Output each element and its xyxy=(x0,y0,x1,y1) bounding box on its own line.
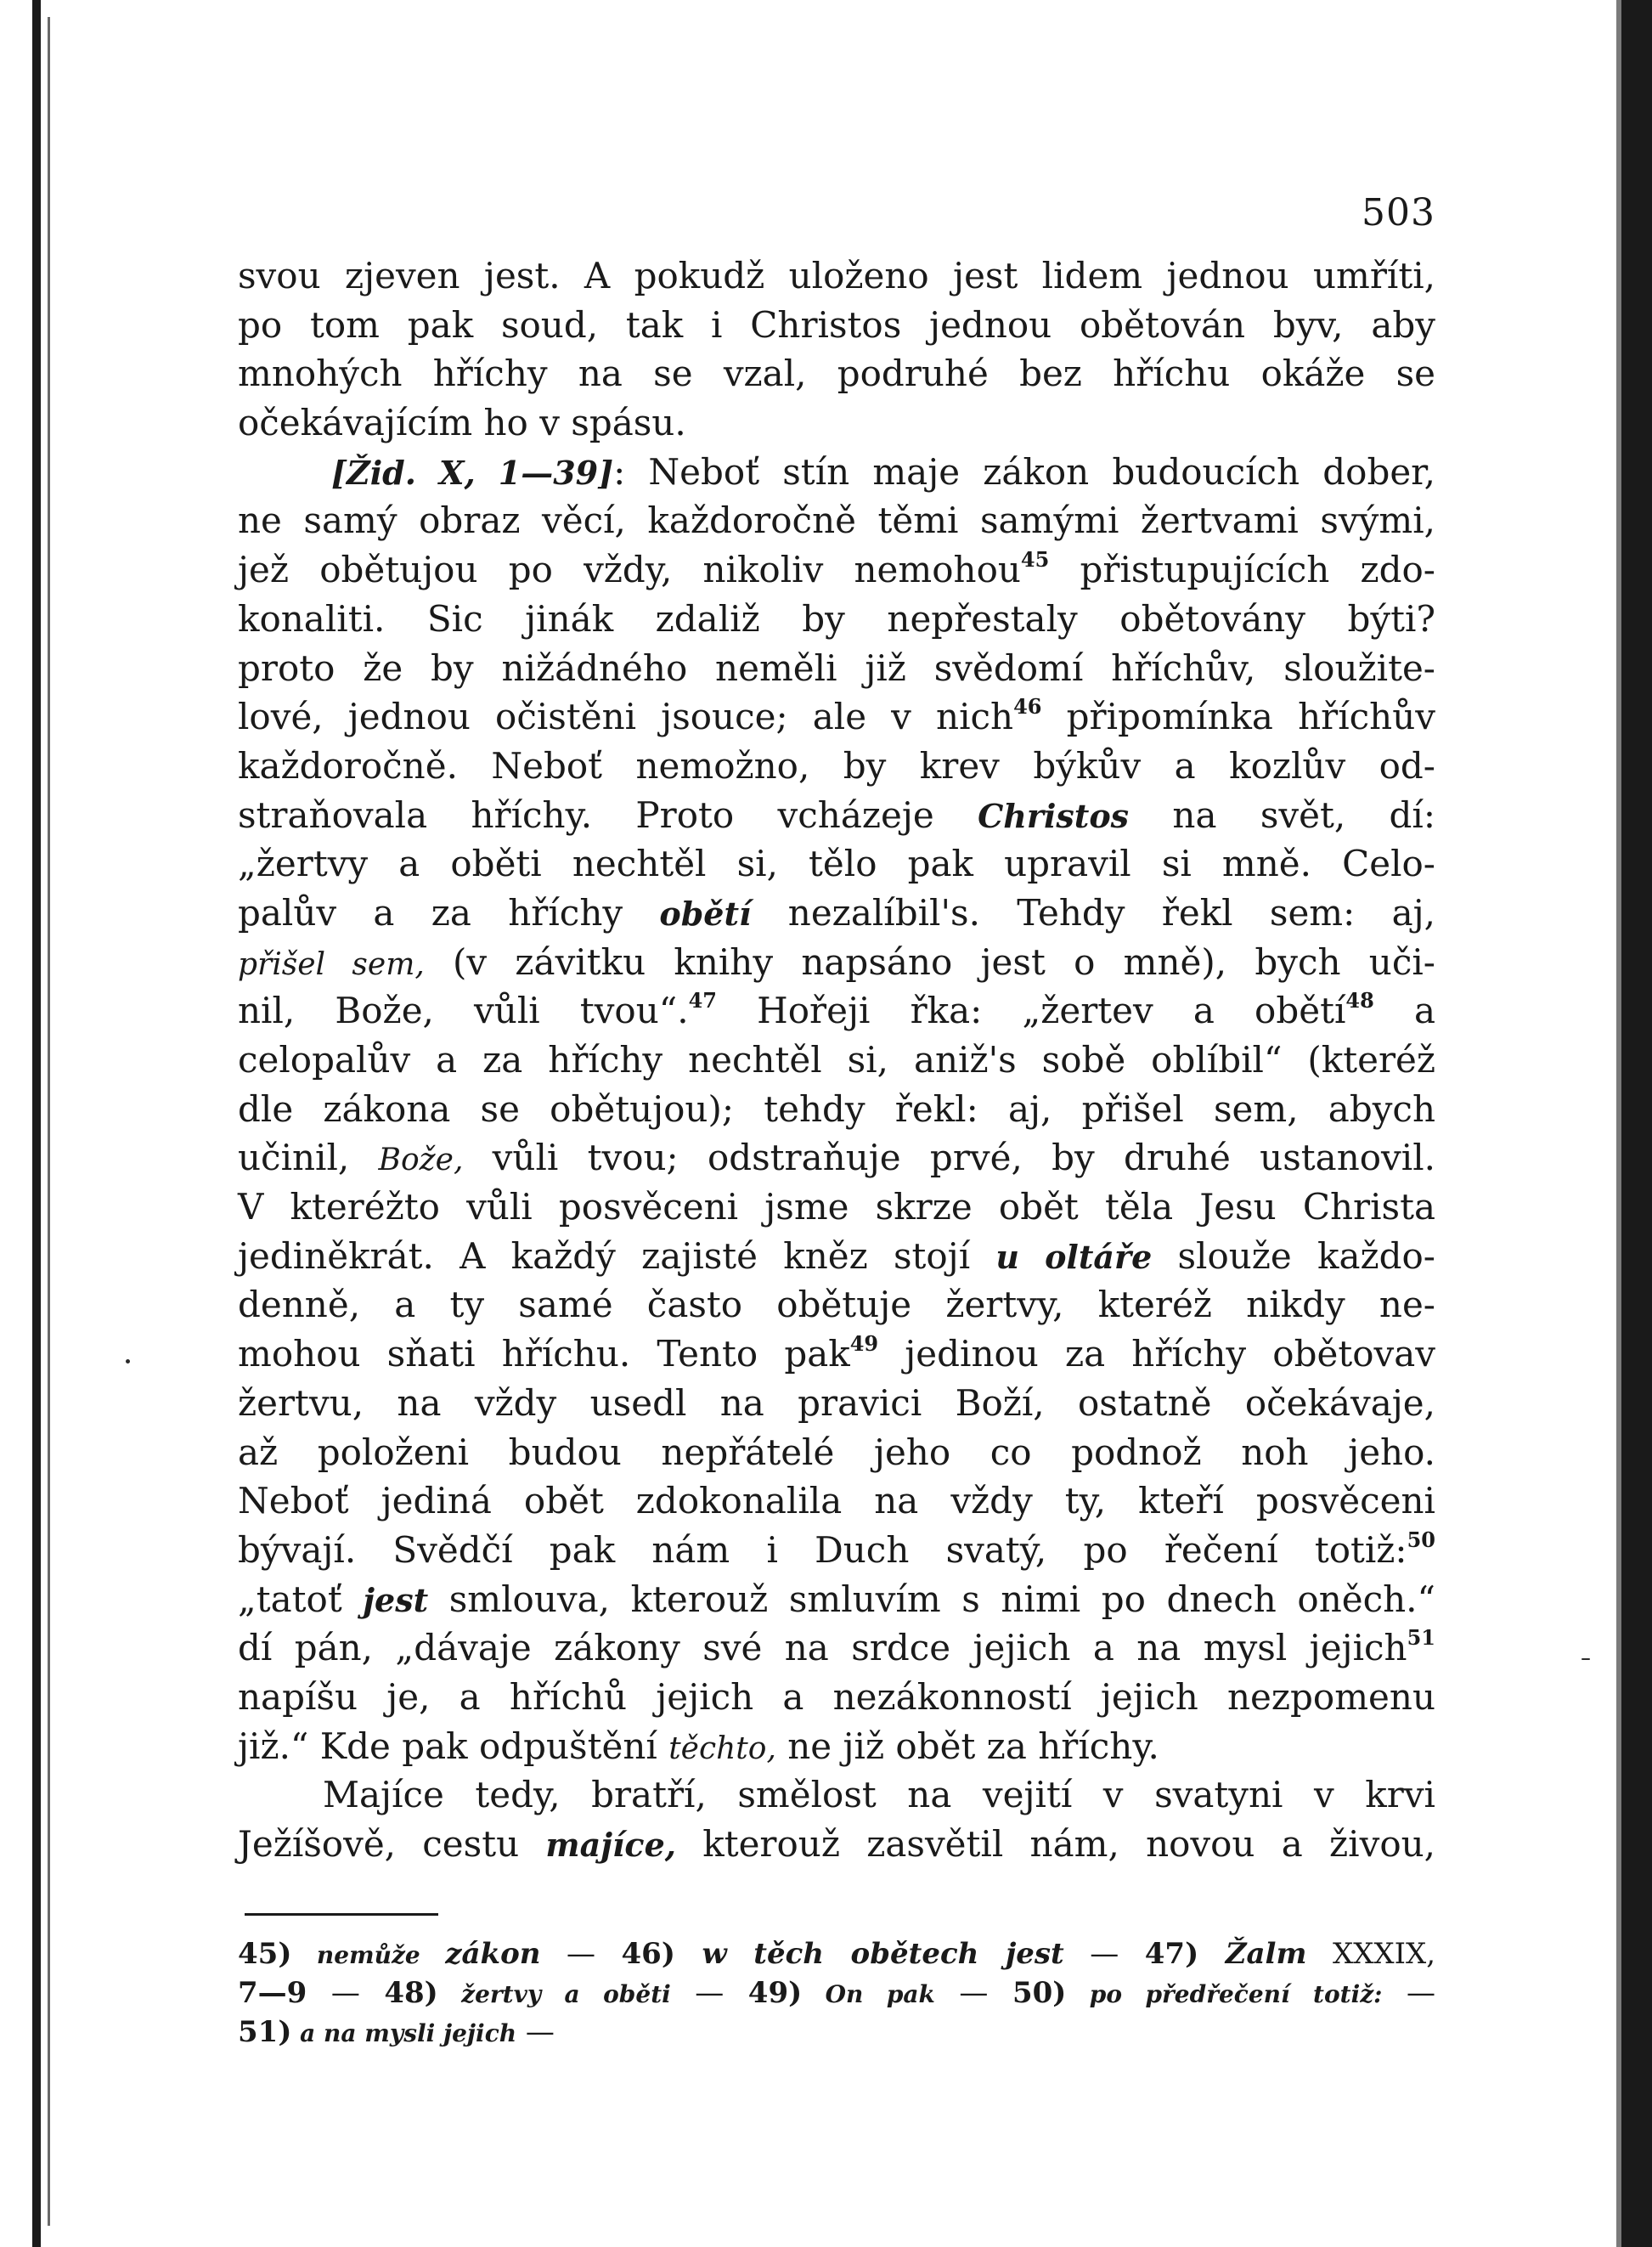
footnotes-num-text: 48) xyxy=(384,1976,438,2010)
body-line xyxy=(238,1526,1435,1575)
scan-edge-line-left xyxy=(48,17,50,2226)
footnotes-line xyxy=(238,1973,1435,2013)
body-text: nezalíbil's. Tehdy řekl sem: aj, xyxy=(751,891,1435,934)
body-line xyxy=(238,1673,1435,1722)
footnotes-text: XXXIX, xyxy=(1306,1937,1436,1971)
body-line xyxy=(238,1133,1435,1183)
body-text: denně, a ty samé často obětuje žertvy, kteréž nikdy ne- xyxy=(238,1284,1435,1326)
body-line xyxy=(238,692,1435,742)
body-text: již.“ Kde pak odpuštění xyxy=(238,1725,669,1767)
body-text xyxy=(238,251,1435,1869)
footnotes-text: — xyxy=(934,1976,1012,2010)
body-text: Majíce tedy, bratří, smělost na vejití v svatyni v krvi xyxy=(323,1774,1435,1816)
body-line xyxy=(238,595,1435,644)
body-line xyxy=(238,1770,1435,1820)
body-line xyxy=(238,791,1435,840)
footnotes-it-text: po předřečení totiž: xyxy=(1066,1980,1383,2008)
footnotes-it-text: a na mysli jejich xyxy=(291,2019,517,2047)
body-bl-text: Christos xyxy=(978,796,1130,835)
footnotes-it-text: žertvy a oběti xyxy=(437,1980,671,2008)
footnotes-num-text: 46) xyxy=(621,1937,675,1971)
footnotes-text: — xyxy=(540,1937,622,1971)
body-line xyxy=(238,938,1435,987)
footnotes-num-text: 7—9 xyxy=(238,1976,307,2010)
scan-edge-shadow-left xyxy=(32,0,41,2247)
body-bl-text: majíce, xyxy=(545,1826,676,1864)
footnote-separator-rule xyxy=(245,1913,438,1916)
body-text: Ježíšově, cestu xyxy=(238,1823,546,1865)
body-text: bývají. Svědčí pak nám i Duch svatý, po řečení totiž: xyxy=(238,1528,1407,1571)
body-line xyxy=(238,1280,1435,1330)
body-bl-text: obětí xyxy=(659,894,752,933)
body-text: ne samý obraz věcí, každoročně těmi samými žertvami svými, xyxy=(238,500,1435,542)
body-text: palův a za hříchy xyxy=(238,891,660,934)
footnotes-text: — xyxy=(1063,1937,1145,1971)
footnotes-num-text: 47) xyxy=(1144,1937,1199,1971)
body-text: ne již obět za hříchy. xyxy=(775,1725,1159,1767)
body-text: jedinou za hříchy obětovav xyxy=(878,1333,1435,1375)
body-line xyxy=(238,1623,1435,1673)
body-line xyxy=(238,1428,1435,1477)
body-line xyxy=(238,1379,1435,1428)
body-text: a xyxy=(1373,990,1435,1032)
body-line xyxy=(238,398,1435,448)
body-line xyxy=(238,1085,1435,1134)
footnotes-bl-text: Žalm xyxy=(1198,1937,1307,1971)
book-page xyxy=(238,0,1435,2247)
footnote-reference: 49 xyxy=(849,1331,879,1357)
scan-margin-left xyxy=(0,0,59,2247)
body-line xyxy=(238,349,1435,398)
body-line xyxy=(238,1330,1435,1379)
body-line xyxy=(238,1183,1435,1232)
body-text: konaliti. Sic jinák zdaliž by nepřestaly obětovány býti? xyxy=(238,597,1435,640)
body-line xyxy=(238,839,1435,889)
body-text: jediněkrát. A každý zajisté kněz stojí xyxy=(238,1234,996,1277)
footnotes-num-text: 49) xyxy=(747,1976,803,2010)
footnote-reference: 51 xyxy=(1407,1625,1435,1651)
body-text: Neboť jediná obět zdokonalila na vždy ty, kteří posvěceni xyxy=(238,1480,1435,1522)
body-text: celopalův a za hříchy nechtěl si, aniž's sobě oblíbil“ (kteréž xyxy=(238,1039,1435,1081)
body-text: (v závitku knihy napsáno jest o mně), bych uči- xyxy=(424,940,1435,983)
footnote-reference: 45 xyxy=(1020,547,1050,573)
body-text: : Neboť stín maje zákon budoucích dober, xyxy=(613,450,1435,493)
scan-speck xyxy=(126,1359,130,1363)
footnote-reference: 50 xyxy=(1407,1527,1435,1552)
body-text: jež obětujou po vždy, nikoliv nemohou xyxy=(238,549,1021,591)
body-text: připomínka hříchův xyxy=(1041,696,1435,738)
footnotes-bl-text: w těch obětech jest xyxy=(674,1937,1064,1971)
body-line xyxy=(238,1722,1435,1771)
footnotes-num-text: 50) xyxy=(1012,1976,1067,2010)
scan-edge-shadow-right xyxy=(1621,0,1652,2247)
body-line xyxy=(238,301,1435,350)
footnotes-bl-text: zákon xyxy=(445,1937,541,1971)
body-text: Hořeji řka: „žertev a obětí xyxy=(717,990,1346,1032)
body-text: vůli tvou; odstraňuje prvé, by druhé ustanovil. xyxy=(463,1137,1435,1179)
body-bl-text: jest xyxy=(363,1580,429,1619)
body-it-text: těchto, xyxy=(668,1730,776,1766)
body-line xyxy=(238,1575,1435,1624)
body-text: přistupujících zdo- xyxy=(1049,549,1435,591)
body-text: po tom pak soud, tak i Christos jednou obětován byv, aby xyxy=(238,303,1435,346)
body-it-text: přišel sem, xyxy=(238,946,425,982)
footnote-reference: 47 xyxy=(688,988,717,1013)
body-text: „žertvy a oběti nechtěl si, tělo pak upravil si mně. Celo- xyxy=(238,843,1435,885)
body-text: straňovala hříchy. Proto vcházeje xyxy=(238,793,978,836)
body-bl-text: u oltáře xyxy=(995,1237,1153,1276)
body-line xyxy=(238,644,1435,693)
footnotes-text: — xyxy=(307,1976,385,2010)
body-line xyxy=(238,545,1435,595)
footnote-reference: 46 xyxy=(1013,694,1042,720)
footnotes-it-text: On pak xyxy=(802,1980,935,2008)
footnotes-line xyxy=(238,2013,1435,2052)
body-text: „tatoť xyxy=(238,1578,364,1620)
body-text: mnohých hříchy na se vzal, podruhé bez hříchu okáže se xyxy=(238,353,1435,395)
body-text: až položeni budou nepřátelé jeho co podnož noh jeho. xyxy=(238,1431,1435,1473)
body-line xyxy=(238,986,1435,1036)
body-text: proto že by nižádného neměli již svědomí hříchův, sloužite- xyxy=(238,646,1435,689)
body-text: dle zákona se obětujou); tehdy řekl: aj, přišel sem, abych xyxy=(238,1087,1435,1130)
body-line xyxy=(238,496,1435,545)
body-line xyxy=(238,1232,1435,1281)
body-text: napíšu je, a hříchů jejich a nezákonností jejich nezpomenu xyxy=(238,1675,1435,1718)
body-line xyxy=(238,742,1435,791)
scan-speck xyxy=(1582,1658,1590,1660)
body-text: dí pán, „dávaje zákony své na srdce jejich a na mysl jejich xyxy=(238,1627,1407,1669)
body-text: nil, Bože, vůli tvou“. xyxy=(238,990,689,1032)
body-text: učinil, xyxy=(238,1137,379,1179)
body-it-text: Bože, xyxy=(378,1143,464,1178)
body-text: mohou sňati hříchu. Tento pak xyxy=(238,1333,850,1375)
body-text: kterouž zasvětil nám, novou a živou, xyxy=(675,1823,1436,1865)
body-line xyxy=(238,1036,1435,1085)
body-line xyxy=(238,889,1435,938)
body-text: žertvu, na vždy usedl na pravici Boží, ostatně očekávaje, xyxy=(238,1381,1435,1424)
body-text: na svět, dí: xyxy=(1129,793,1435,836)
footnotes xyxy=(238,1934,1435,2052)
body-text: lové, jednou očistěni jsouce; ale v nich xyxy=(238,696,1014,738)
body-text: V kteréžto vůli posvěceni jsme skrze obět těla Jesu Christa xyxy=(238,1186,1435,1228)
body-text: každoročně. Neboť nemožno, by krev býkův a kozlův od- xyxy=(238,744,1435,787)
footnote-reference: 48 xyxy=(1345,988,1374,1013)
footnotes-text: — xyxy=(670,1976,748,2010)
body-line xyxy=(238,1820,1435,1869)
footnotes-num-text: 45) xyxy=(238,1937,292,1971)
body-text: smlouva, kterouž smluvím s nimi po dnech oněch.“ xyxy=(428,1578,1435,1620)
footnotes-num-text: 51) xyxy=(238,2015,292,2049)
footnotes-line xyxy=(238,1934,1435,1973)
footnotes-text: — xyxy=(1382,1976,1435,2010)
footnotes-text: — xyxy=(516,2015,555,2049)
body-text: očekávajícím ho v spásu. xyxy=(238,402,686,444)
body-line xyxy=(238,1476,1435,1526)
body-line xyxy=(238,251,1435,301)
page-number: 503 xyxy=(1362,191,1435,234)
body-bl-text: [Žid. X, 1—39] xyxy=(331,453,614,492)
body-text: slouže každo- xyxy=(1152,1234,1435,1277)
body-line xyxy=(238,448,1435,497)
footnotes-it-text: nemůže xyxy=(291,1941,446,1969)
body-text: svou zjeven jest. A pokudž uloženo jest lidem jednou umříti, xyxy=(238,255,1435,296)
